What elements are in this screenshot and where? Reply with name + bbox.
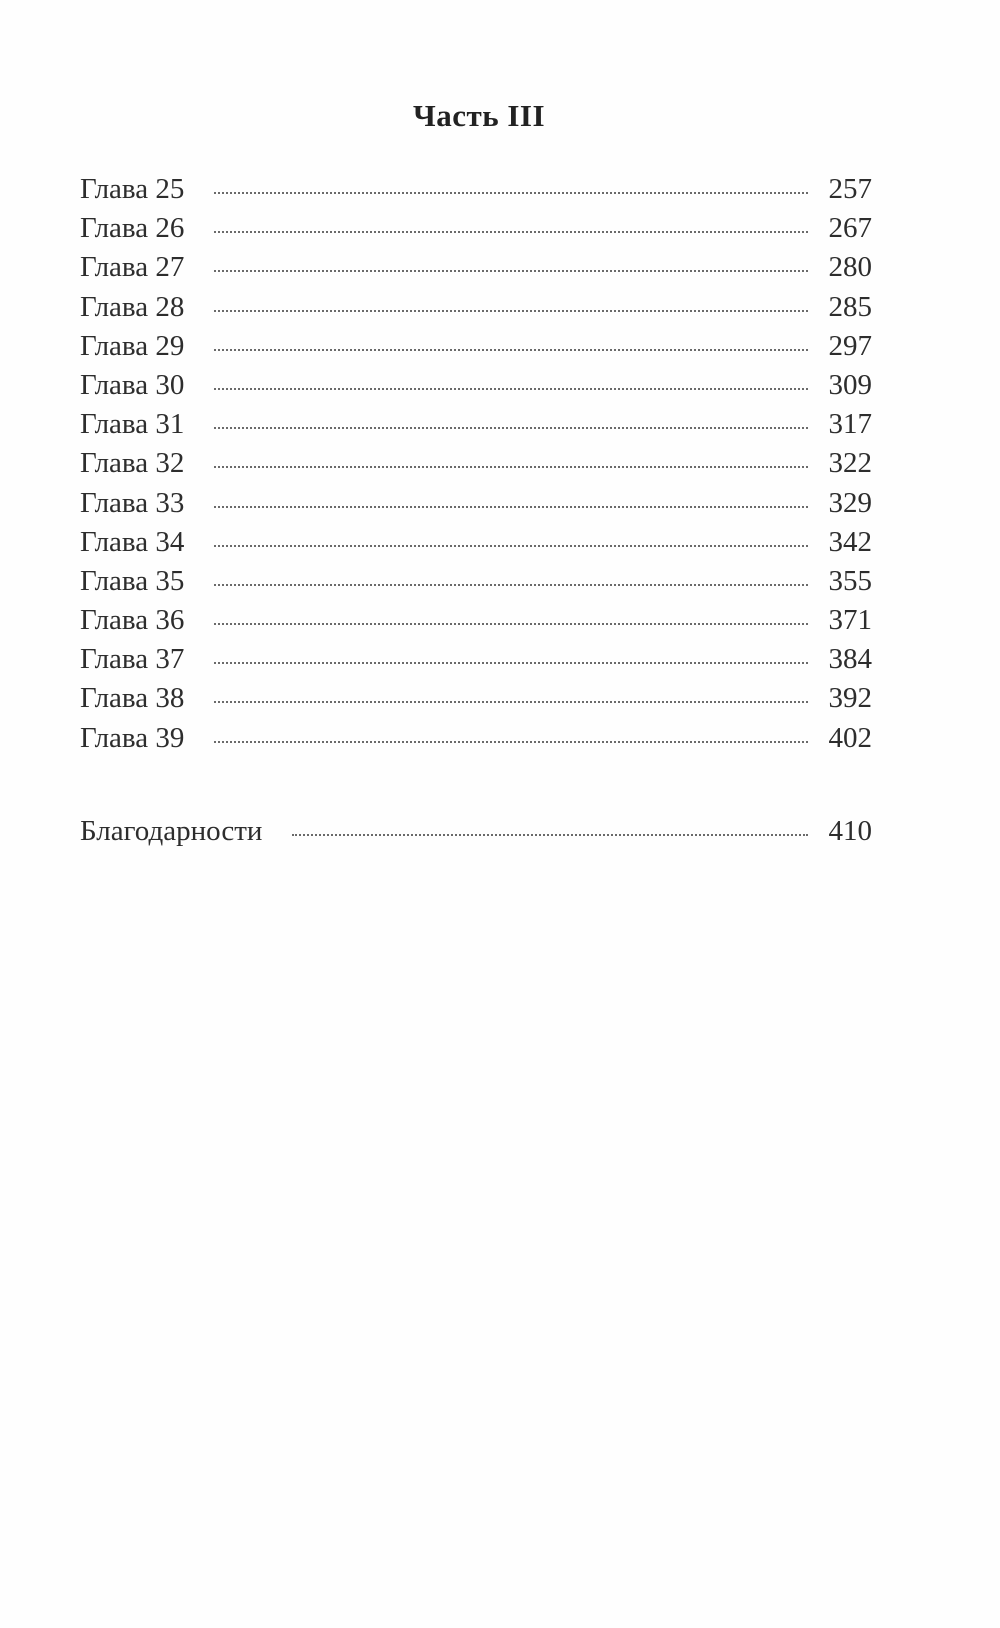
table-of-contents xyxy=(80,173,872,761)
toc-dot-leader xyxy=(214,623,808,625)
toc-entry[interactable] xyxy=(80,565,872,604)
toc-entry-label: Глава 36 xyxy=(80,604,185,637)
toc-entry-page: 317 xyxy=(828,408,872,441)
toc-entry-page: 410 xyxy=(828,815,872,847)
toc-entry-page: 257 xyxy=(828,173,872,205)
toc-entry-page: 297 xyxy=(828,329,872,362)
toc-entry-label: Глава 31 xyxy=(80,408,185,441)
toc-entry-page: 285 xyxy=(828,290,872,323)
toc-entry[interactable] xyxy=(80,291,872,330)
toc-entry-page: 355 xyxy=(828,564,872,597)
toc-entry[interactable] xyxy=(80,643,872,682)
toc-entry[interactable] xyxy=(80,682,872,721)
toc-entry[interactable] xyxy=(80,330,872,369)
toc-dot-leader xyxy=(214,427,808,429)
toc-entry-label: Глава 29 xyxy=(80,329,185,362)
toc-entry-label: Глава 26 xyxy=(80,212,185,245)
toc-entry[interactable] xyxy=(80,722,872,761)
toc-entry-label: Глава 33 xyxy=(80,486,185,519)
toc-entry[interactable] xyxy=(80,447,872,486)
toc-entry-page: 384 xyxy=(828,643,872,676)
toc-dot-leader xyxy=(214,545,808,547)
toc-dot-leader xyxy=(292,834,808,836)
toc-entry-label: Глава 37 xyxy=(80,643,185,676)
toc-entry[interactable] xyxy=(80,251,872,290)
toc-dot-leader xyxy=(214,662,808,664)
part-title: Часть III xyxy=(412,98,546,133)
toc-dot-leader xyxy=(214,701,808,703)
toc-entry-label: Глава 32 xyxy=(80,447,185,480)
toc-entry-page: 342 xyxy=(828,525,872,558)
toc-entry-label: Глава 35 xyxy=(80,564,185,597)
toc-entry-label: Глава 27 xyxy=(80,251,185,284)
toc-back-matter xyxy=(80,815,872,854)
toc-entry-page: 280 xyxy=(828,251,872,284)
toc-dot-leader xyxy=(214,506,808,508)
toc-dot-leader xyxy=(214,270,808,272)
toc-dot-leader xyxy=(214,231,808,233)
toc-entry[interactable] xyxy=(80,604,872,643)
toc-entry-label: Благодарности xyxy=(80,815,263,847)
toc-entry-page: 329 xyxy=(828,486,872,519)
toc-entry-label: Глава 38 xyxy=(80,682,185,715)
toc-entry-page: 371 xyxy=(828,604,872,637)
toc-entry[interactable] xyxy=(80,212,872,251)
toc-entry-page: 402 xyxy=(828,721,872,754)
toc-dot-leader xyxy=(214,192,808,194)
toc-entry-page: 267 xyxy=(828,212,872,245)
toc-dot-leader xyxy=(214,349,808,351)
toc-dot-leader xyxy=(214,741,808,743)
toc-entry[interactable] xyxy=(80,526,872,565)
toc-entry-page: 309 xyxy=(828,368,872,401)
toc-entry[interactable] xyxy=(80,369,872,408)
toc-entry-acknowledgements[interactable] xyxy=(80,815,872,854)
toc-entry-label: Глава 39 xyxy=(80,721,185,754)
toc-dot-leader xyxy=(214,584,808,586)
toc-entry-page: 322 xyxy=(828,447,872,480)
toc-dot-leader xyxy=(214,466,808,468)
toc-dot-leader xyxy=(214,388,808,390)
toc-dot-leader xyxy=(214,310,808,312)
toc-entry[interactable] xyxy=(80,487,872,526)
toc-entry-label: Глава 25 xyxy=(80,173,185,205)
toc-entry-label: Глава 30 xyxy=(80,368,185,401)
toc-entry-page: 392 xyxy=(828,682,872,715)
toc-entry[interactable] xyxy=(80,408,872,447)
toc-entry[interactable] xyxy=(80,173,872,212)
toc-entry-label: Глава 28 xyxy=(80,290,185,323)
toc-entry-label: Глава 34 xyxy=(80,525,185,558)
